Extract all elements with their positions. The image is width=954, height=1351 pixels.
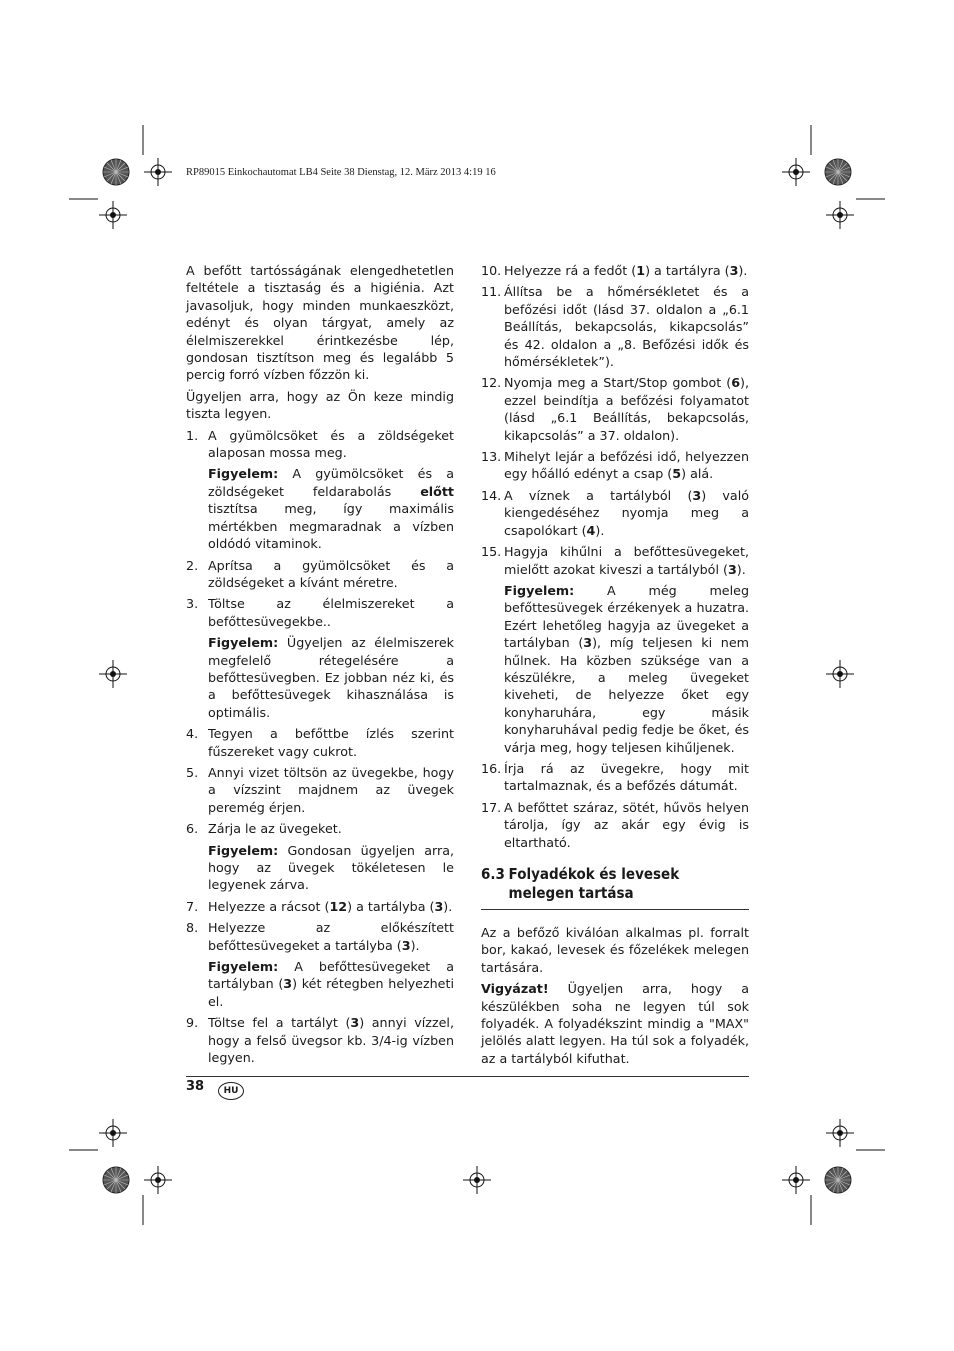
text-run: Töltse fel a tartályt ( — [208, 1015, 351, 1031]
list-number: 3. — [186, 596, 199, 612]
section-paragraph: Az a befőző kiválóan alkalmas pl. forralt bor, kakaó, levesek és főzelékek melegen tartására. — [481, 925, 749, 975]
text-run: Helyezze rá a fedőt ( — [504, 263, 637, 278]
text-run: ). — [738, 263, 748, 278]
list-item — [186, 764, 454, 816]
list-number: 7. — [186, 898, 199, 914]
part-number: 3 — [583, 635, 593, 651]
list-text: A gyümölcsöket és a zöldségeket alaposan mossa meg. — [208, 427, 454, 461]
part-number: 1 — [636, 263, 646, 278]
text-run: ). — [443, 898, 453, 914]
list-number: 10. — [481, 263, 502, 278]
text-run: ) alá. — [681, 466, 714, 482]
print-header-info: RP89015 Einkochautomat LB4 Seite 38 Dienstag, 12. März 2013 4:19 16 — [186, 167, 496, 178]
text-run: Helyezze az előkészített befőttesüvegeket a tartályba ( — [208, 920, 454, 953]
text-run: Nyomja meg a Start/Stop gombot ( — [504, 375, 732, 391]
text-run: ) a tartályra ( — [645, 263, 730, 278]
list-number: 6. — [186, 821, 199, 837]
list-item — [481, 543, 749, 578]
list-item — [481, 487, 749, 539]
note-label: Figyelem: — [208, 842, 279, 858]
part-number: 3 — [692, 487, 702, 503]
part-number: 3 — [727, 561, 737, 577]
list-item — [186, 898, 454, 915]
note-text: ), míg teljesen ki nem hűlnek. Ha közben szüksége van a készülékre, a meleg üvegeket kiveheti, de helyezze őket egy konyharuhára, egy másik konyharuhával pedig fedje be őket, és várja meg, hogy teljesen kihűljenek. — [504, 635, 749, 755]
list-text: Aprítsa a gyümölcsöket és a zöldségeket a kívánt méretre. — [208, 557, 454, 590]
list-item — [186, 725, 454, 760]
section-heading — [481, 865, 722, 903]
part-number: 3 — [283, 976, 293, 992]
left-column — [186, 262, 454, 1070]
text-run: ). — [736, 561, 746, 577]
note-text: Gondosan ügyeljen arra, hogy az üvegek tökéletesen le legyenek zárva. — [208, 842, 454, 893]
intro-paragraph-2: Ügyeljen arra, hogy az Ön keze mindig tiszta legyen. — [186, 388, 454, 422]
part-number: 3 — [350, 1015, 360, 1031]
note-text: tisztítsa meg, így maximális mértékben megmaradnak a vízben oldódó vitaminok. — [208, 501, 454, 552]
note-label: Figyelem: — [504, 582, 575, 598]
note-text: Ügyeljen az élelmiszerek megfelelő rétegelésére a befőttesüvegben. Ez jobban néz ki, és a befőttesüvegek kihasználása is optimális. — [208, 635, 454, 720]
text-run: ). — [595, 522, 605, 538]
list-number: 4. — [186, 726, 199, 742]
list-item — [186, 427, 454, 462]
emphasis-text: előtt — [420, 483, 454, 499]
list-text — [208, 1014, 454, 1066]
intro-paragraph: A befőtt tartósságának elengedhetetlen feltétele a tisztaság és a higiénia. Azt javasoljuk, hogy minden munkaeszközt, edényt és olyan tárgyat, amely az élelmiszerekkel érintkezésbe lép, gondosan tisztítson meg és legalább 5 percig forró vízben főzzön ki. — [186, 263, 454, 383]
part-number: 5 — [672, 466, 682, 482]
list-text: Állítsa be a hőmérsékletet és a befőzési időt (lásd 37. oldalon a „6.1 Beállítás, bekapcsolás, kikapcsolás” és 42. oldalon a „8. Befőzési idők és hőmérsékletek”). — [504, 284, 749, 370]
text-run: A víznek a tartályból ( — [504, 487, 693, 503]
list-number: 16. — [481, 760, 502, 776]
list-text: Zárja le az üvegeket. — [208, 821, 342, 837]
note-text: ) két rétegben helyezheti el. — [208, 976, 454, 1009]
list-number: 8. — [186, 920, 199, 936]
list-text — [208, 898, 454, 915]
list-number: 13. — [481, 449, 502, 465]
list-item — [481, 799, 749, 851]
list-number: 9. — [186, 1015, 199, 1031]
note-text: A gyümölcsöket és a zöldségeket feldarabolás — [208, 466, 454, 499]
warning-label: Vigyázat! — [481, 981, 549, 997]
text-run: Helyezze a rácsot ( — [208, 898, 330, 914]
note-paragraph — [208, 842, 454, 894]
part-number: 12 — [329, 898, 348, 914]
text-run: ), ezzel beindítja a befőzési folyamatot (lásd „6.1 Beállítás, bekapcsolás, kikapcsolás” a 37. oldalon). — [504, 375, 749, 443]
list-text: Tegyen a befőttbe ízlés szerint fűszereket vagy cukrot. — [208, 726, 454, 759]
list-number: 15. — [481, 544, 502, 560]
list-item — [481, 262, 749, 279]
list-text: Írja rá az üvegekre, hogy mit tartalmaznak, és a befőzés dátumát. — [504, 760, 749, 794]
part-number: 3 — [401, 937, 411, 953]
list-text — [504, 487, 749, 539]
text-run: ) a tartályba ( — [347, 898, 435, 914]
list-text: A befőttet száraz, sötét, hűvös helyen tárolja, így az akár egy évig is eltartható. — [504, 799, 749, 850]
list-text — [208, 919, 454, 954]
list-item — [481, 448, 749, 483]
note-label: Figyelem: — [208, 635, 279, 651]
part-number: 3 — [434, 898, 444, 914]
list-item — [186, 595, 454, 630]
note-paragraph — [208, 958, 454, 1010]
list-number: 12. — [481, 375, 502, 391]
list-text — [504, 448, 749, 483]
list-number: 1. — [186, 427, 199, 443]
warning-paragraph — [481, 980, 749, 1067]
note-text: A még meleg befőttesüvegek érzékenyek a huzatra. Ezért lehetőleg hagyja az üvegeket a tartályban ( — [504, 582, 749, 651]
note-text: A befőttesüvegeket a tartályban ( — [208, 959, 454, 992]
list-text: Annyi vizet töltsön az üvegekbe, hogy a vízszint majdnem az üvegek peremég érjen. — [208, 764, 454, 815]
list-text: Töltse az élelmiszereket a befőttesüvegekbe.. — [208, 596, 454, 629]
note-paragraph — [504, 582, 749, 756]
text-run: Mihelyt lejár a befőzési idő, helyezzen egy hőálló edényt a csap ( — [504, 449, 749, 482]
list-item — [186, 1014, 454, 1066]
list-item — [186, 919, 454, 954]
page-number: 38 — [186, 1079, 205, 1094]
list-item — [186, 820, 454, 837]
list-text — [504, 374, 749, 444]
list-item — [481, 374, 749, 444]
note-label: Figyelem: — [208, 959, 279, 975]
part-number: 6 — [731, 375, 741, 391]
list-number: 2. — [186, 557, 199, 573]
list-number: 11. — [481, 284, 502, 300]
text-run: ) annyi vízzel, hogy a felső üvegsor kb. 3/4-ig vízben legyen. — [208, 1015, 454, 1066]
language-badge: HU — [218, 1082, 244, 1100]
list-item — [481, 283, 749, 370]
text-run: Hagyja kihűlni a befőttesüvegeket, mielőtt azokat kiveszi a tartályból ( — [504, 544, 749, 577]
list-item — [481, 760, 749, 795]
text-run: ). — [410, 937, 420, 953]
section-divider — [481, 909, 749, 910]
section-title: Folyadékok és levesek melegen tartása — [508, 865, 680, 902]
list-number: 5. — [186, 764, 199, 780]
note-label: Figyelem: — [208, 466, 279, 482]
section-number: 6.3 — [481, 865, 505, 883]
list-number: 17. — [481, 799, 502, 815]
right-column — [481, 262, 749, 1071]
list-number: 14. — [481, 487, 502, 503]
list-text — [504, 262, 749, 279]
warning-text: Ügyeljen arra, hogy a készülékben soha ne legyen túl sok folyadék. A folyadékszint mindig a "MAX" jelölés alatt legyen. Ha túl sok a folyadék, az a tartályból kifuthat. — [481, 981, 749, 1066]
note-paragraph — [208, 465, 454, 552]
footer-divider — [186, 1076, 749, 1077]
list-text — [504, 543, 749, 578]
part-number: 4 — [586, 522, 596, 538]
text-run: ) való kiengedéséhez nyomja meg a csapolókart ( — [504, 487, 749, 538]
list-item — [186, 557, 454, 592]
part-number: 3 — [729, 263, 739, 278]
note-paragraph — [208, 634, 454, 721]
